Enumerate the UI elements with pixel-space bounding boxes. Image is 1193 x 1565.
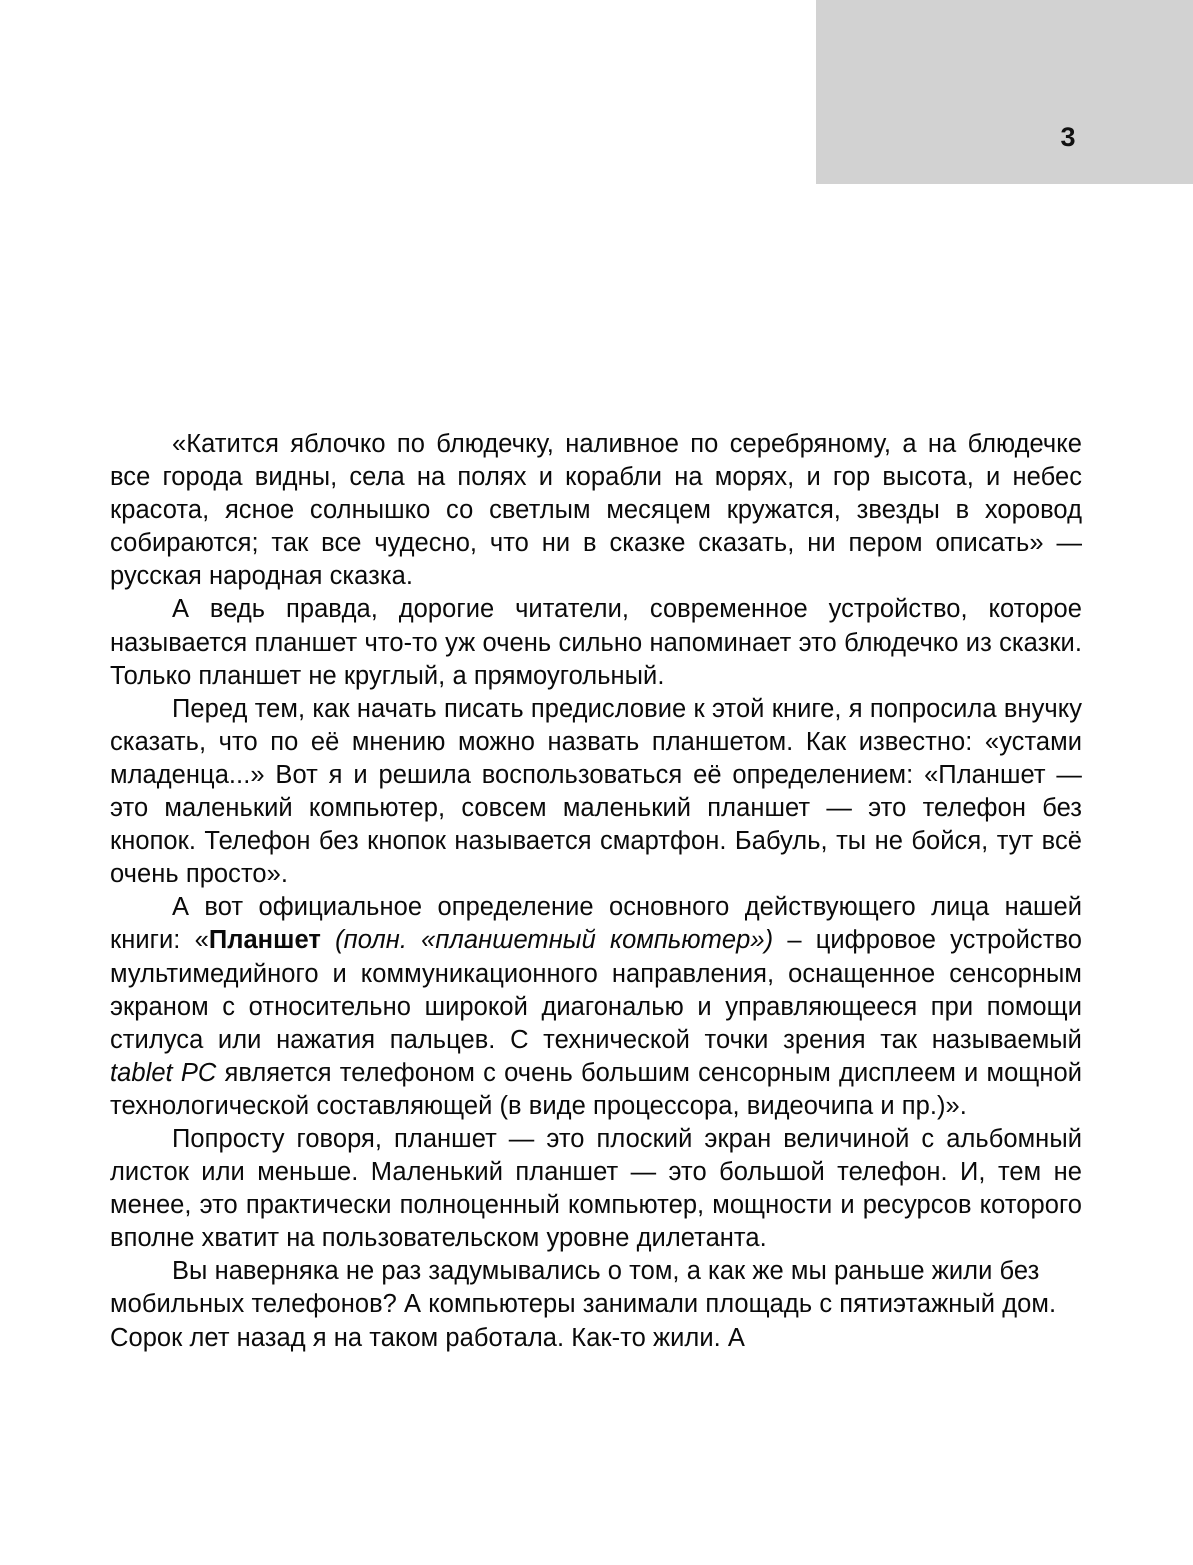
paragraph-saucer-comparison: А ведь правда, дорогие читатели, современное устройство, которое называется планшет что-то уж очень сильно напоминает это блюдечко из сказки. Только планшет не круглый, а прямоугольный.: [110, 595, 1082, 690]
body-text-column: [110, 428, 1090, 1355]
paragraph-life-before-mobiles: Вы наверняка не раз задумывались о том, а как же мы раньше жили без мобильных телефонов? А компьютеры занимали площадь с пятиэтажный дом. Сорок лет назад я на таком работала. Как-то жили. А: [110, 1257, 1057, 1352]
definition-tail-first: – цифровое устройство мультимедийного и коммуникационного направления, оснащенное сенсорным экраном с относительно широкой диагональю и управляющееся при помощи стилуса или нажатия пальцев. С технической точки зрения так называемый: [110, 926, 1090, 1054]
paragraph-official-definition: [110, 891, 1090, 1123]
paragraph-fairy-tale-quote: «Катится яблочко по блюдечку, наливное по серебряному, а на блюдечке все города видны, села на полях и корабли на морях, и гор высота, и небес красота, ясное солнышко со светлым месяцем кружатся, звезды в хоровод собираются; так все чудесно, что ни в сказке сказать, ни пером описать» — русская народная сказка.: [110, 430, 1082, 591]
definition-lead-text: А вот официальное определение основного действующего лица нашей книги: «: [110, 893, 1090, 955]
page-number: 3: [1060, 122, 1076, 152]
definition-bold-term: Планшет: [208, 926, 321, 955]
paragraph-granddaughter-definition: Перед тем, как начать писать предисловие к этой книге, я попросила внучку сказать, что по её мнению можно назвать планшетом. Как известно: «устами младенца...» Вот я и решила воспользоваться её определением: «Планшет — это маленький компьютер, совсем маленький планшет — это телефон без кнопок. Телефон без кнопок называется смартфон. Бабуль, ты не бойся, тут всё очень просто».: [110, 694, 1082, 889]
running-header-band: [816, 0, 1193, 184]
paragraph-plain-words: Попросту говоря, планшет — это плоский экран величиной с альбомный листок или меньше. Маленький планшет — это большой телефон. И, тем не менее, это практически полноценный компьютер, мощности и ресурсов которого вполне хватит на пользовательском уровне дилетанта.: [110, 1124, 1082, 1253]
definition-italic-latin-term: tablet PC: [110, 1058, 217, 1087]
definition-italic-expansion: (полн. «планшетный компьютер»): [320, 926, 774, 955]
definition-tail-second: является телефоном с очень большим сенсорным дисплеем и мощной технологической составляющей (в виде процессора, видеочипа и пр.)».: [110, 1058, 1090, 1120]
